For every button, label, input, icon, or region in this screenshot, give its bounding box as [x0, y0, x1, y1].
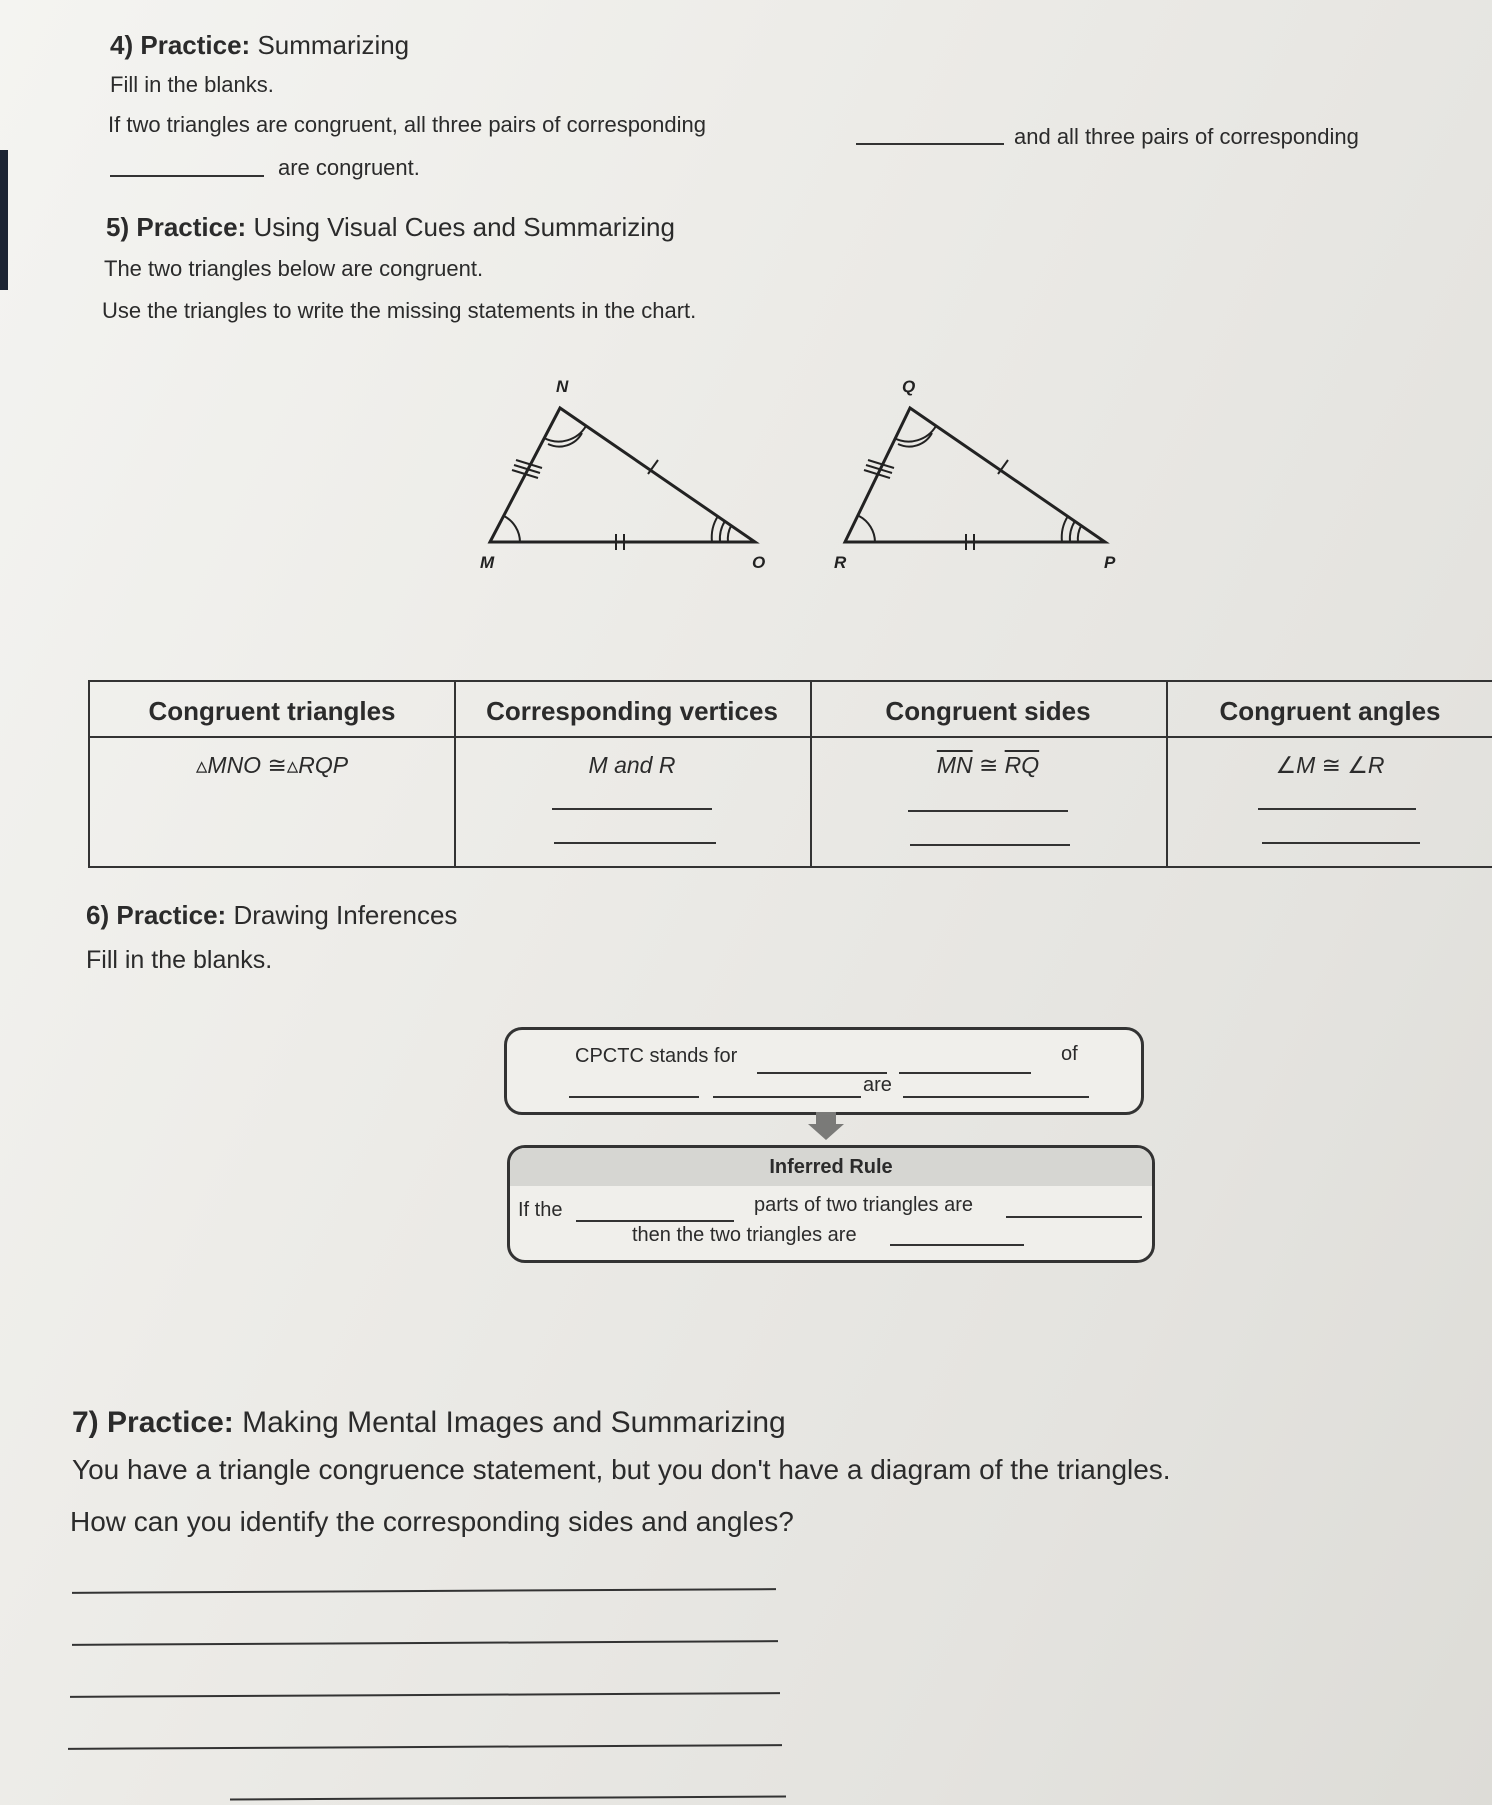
- cpctc-blank-3[interactable]: [569, 1096, 699, 1098]
- segment-mn: $\overline{MN}$: [936, 752, 973, 778]
- section-4-topic: Summarizing: [257, 30, 410, 60]
- section-7-label: Practice:: [107, 1406, 234, 1439]
- cpctc-blank-4[interactable]: [713, 1096, 861, 1098]
- rule-blank-3[interactable]: [890, 1244, 1024, 1246]
- section-5-number: 5): [106, 212, 130, 242]
- section-5-line1: The two triangles below are congruent.: [104, 256, 484, 281]
- sides-blank-1[interactable]: [908, 810, 1068, 812]
- section-6-topic: Drawing Inferences: [233, 900, 458, 930]
- vertex-label-q: Q: [902, 377, 916, 396]
- vertex-label-p: P: [1104, 553, 1116, 572]
- vertex-label-o: O: [752, 553, 766, 572]
- section-7-number: 7): [72, 1406, 99, 1439]
- section-6-number: 6): [86, 900, 110, 930]
- cell-vertices-given: M and R: [588, 752, 676, 778]
- blank-corresponding-2[interactable]: [110, 175, 264, 177]
- angles-blank-2[interactable]: [1262, 842, 1420, 844]
- vertices-blank-1[interactable]: [552, 808, 712, 810]
- segment-rq: $\overline{RQ}$: [1004, 752, 1040, 778]
- cpctc-box: [504, 1027, 1144, 1115]
- header-congruent-triangles: Congruent triangles: [148, 696, 396, 726]
- sides-blank-2[interactable]: [910, 844, 1070, 846]
- header-congruent-sides: Congruent sides: [885, 696, 1091, 726]
- cpctc-of-text: of: [1061, 1043, 1078, 1065]
- congruent-triangles-diagram: [460, 370, 1140, 580]
- section-6-title: [86, 900, 457, 931]
- header-congruent-angles: Congruent angles: [1219, 696, 1441, 726]
- rule-blank-2[interactable]: [1006, 1216, 1142, 1218]
- congruence-chart: [88, 680, 1492, 868]
- section-4-number: 4): [110, 30, 134, 60]
- congruent-symbol: ≅: [979, 752, 999, 778]
- page-edge-shadow: [0, 150, 8, 290]
- section-4-instruction: Fill in the blanks.: [110, 72, 274, 97]
- cpctc-stands-for-text: CPCTC stands for: [575, 1045, 738, 1067]
- arrow-down-icon: [806, 1112, 846, 1142]
- section-5-title: [106, 212, 675, 243]
- section-5-topic: Using Visual Cues and Summarizing: [253, 212, 675, 242]
- section-6-label: Practice:: [116, 900, 227, 930]
- rule-if-text: If the: [518, 1199, 563, 1221]
- inferred-rule-title: Inferred Rule: [769, 1156, 893, 1178]
- rule-then-text: then the two triangles are: [632, 1224, 857, 1246]
- vertex-label-r: R: [834, 553, 847, 572]
- triangle-rqp: [845, 408, 1105, 542]
- header-corresponding-vertices: Corresponding vertices: [486, 696, 778, 726]
- cpctc-blank-5[interactable]: [903, 1096, 1089, 1098]
- section-6-instruction: Fill in the blanks.: [86, 946, 273, 974]
- section-4-sentence-part3: are congruent.: [278, 155, 420, 180]
- section-7-line1: You have a triangle congruence statement, but you don't have a diagram of the triangles.: [72, 1454, 1171, 1485]
- section-7-line2: How can you identify the corresponding sides and angles?: [70, 1506, 794, 1537]
- blank-corresponding-1[interactable]: [856, 143, 1004, 145]
- cell-sides-given: [810, 752, 1166, 779]
- section-4-title: [110, 30, 409, 61]
- rule-blank-1[interactable]: [576, 1220, 734, 1222]
- angles-blank-1[interactable]: [1258, 808, 1416, 810]
- vertex-label-n: N: [556, 377, 569, 396]
- inferred-rule-box: [507, 1145, 1155, 1263]
- cpctc-blank-2[interactable]: [899, 1072, 1031, 1074]
- section-5-label: Practice:: [136, 212, 247, 242]
- section-4-sentence-part2: and all three pairs of corresponding: [1014, 124, 1359, 149]
- cell-angles-given: ∠M ≅ ∠R: [1275, 752, 1385, 778]
- section-7-topic: Making Mental Images and Summarizing: [242, 1406, 786, 1439]
- section-4-label: Practice:: [140, 30, 251, 60]
- cpctc-are-text: are: [863, 1074, 892, 1096]
- cell-triangle-statement: ▵MNO ≅▵RQP: [195, 752, 349, 778]
- section-5-line2: Use the triangles to write the missing statements in the chart.: [102, 298, 697, 323]
- rule-middle-text: parts of two triangles are: [754, 1194, 973, 1216]
- vertices-blank-2[interactable]: [554, 842, 716, 844]
- section-7-title: [72, 1406, 786, 1440]
- section-4-sentence-part1: If two triangles are congruent, all three pairs of corresponding: [108, 112, 706, 137]
- vertex-label-m: M: [480, 553, 495, 572]
